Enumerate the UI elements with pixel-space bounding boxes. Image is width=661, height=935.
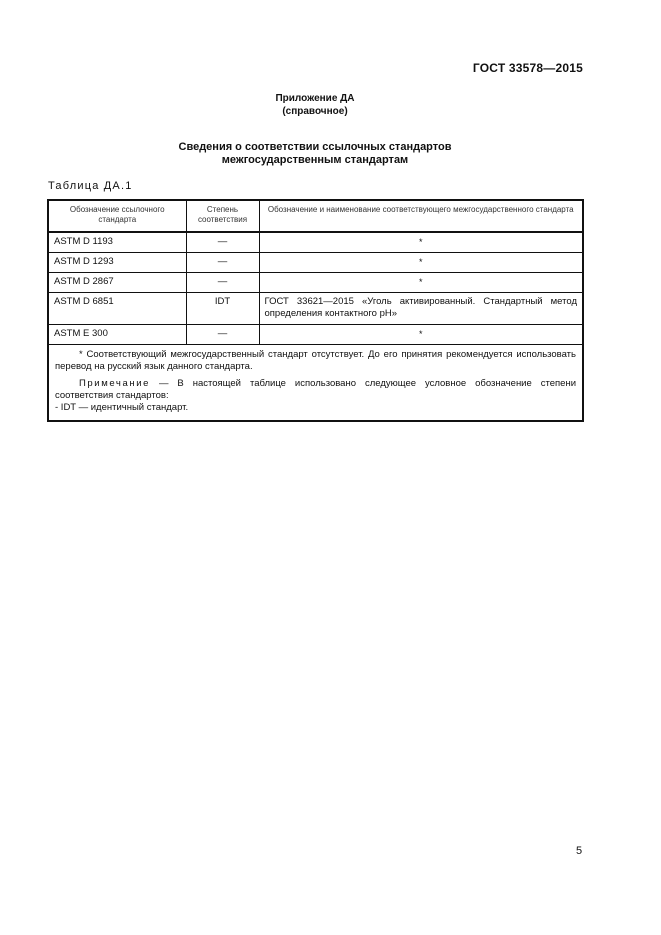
row-degree: — bbox=[186, 253, 259, 273]
row-standard: * bbox=[259, 232, 582, 253]
row-degree: — bbox=[186, 325, 259, 345]
table-row bbox=[49, 325, 582, 345]
row-degree: — bbox=[186, 232, 259, 253]
row-reference: ASTM D 1293 bbox=[49, 253, 186, 273]
annex-subtitle: (справочное) bbox=[282, 106, 348, 117]
annex-heading bbox=[0, 92, 630, 118]
row-standard: * bbox=[259, 253, 582, 273]
table-row bbox=[49, 273, 582, 293]
table-note bbox=[55, 378, 576, 402]
note-text: — В настоящей таблице использовано следующее условное обозначение степени соответствия стандартов: bbox=[55, 378, 576, 401]
page-number: 5 bbox=[576, 845, 583, 857]
header-interstate-standard: Обозначение и наименование соответствующего межгосударственного стандарта bbox=[259, 201, 582, 232]
note-item: - IDT — идентичный стандарт. bbox=[55, 402, 189, 413]
row-degree: — bbox=[186, 273, 259, 293]
note-label: Примечание bbox=[79, 378, 150, 389]
table-row bbox=[49, 253, 582, 273]
row-reference: ASTM D 2867 bbox=[49, 273, 186, 293]
table-label: Таблица ДА.1 bbox=[48, 180, 133, 192]
correspondence-table bbox=[47, 199, 584, 422]
row-degree: IDT bbox=[186, 293, 259, 325]
header-reference-standard: Обозначение ссылочного стандарта bbox=[49, 201, 186, 232]
row-reference: ASTM D 6851 bbox=[49, 293, 186, 325]
row-reference: ASTM E 300 bbox=[49, 325, 186, 345]
table-row bbox=[49, 293, 582, 325]
header-degree: Степень соответствия bbox=[186, 201, 259, 232]
table-footer-row bbox=[49, 345, 582, 421]
document-title-line2: межгосударственным стандартам bbox=[221, 154, 409, 166]
annex-title: Приложение ДА bbox=[275, 93, 355, 104]
table-footer bbox=[49, 345, 582, 421]
row-standard: ГОСТ 33621—2015 «Уголь активированный. Стандартный метод определения контактного pH» bbox=[259, 293, 582, 325]
table-footnote: * Соответствующий межгосударственный стандарт отсутствует. До его принятия рекомендуется использовать перевод на русский язык данного стандарта. bbox=[55, 349, 576, 372]
row-standard: * bbox=[259, 325, 582, 345]
row-standard: * bbox=[259, 273, 582, 293]
document-code: ГОСТ 33578—2015 bbox=[472, 61, 583, 75]
document-title-line1: Сведения о соответствии ссылочных стандартов bbox=[178, 141, 452, 153]
table-header-row bbox=[49, 201, 582, 232]
document-title bbox=[0, 141, 630, 167]
row-reference: ASTM D 1193 bbox=[49, 232, 186, 253]
table-row bbox=[49, 232, 582, 253]
